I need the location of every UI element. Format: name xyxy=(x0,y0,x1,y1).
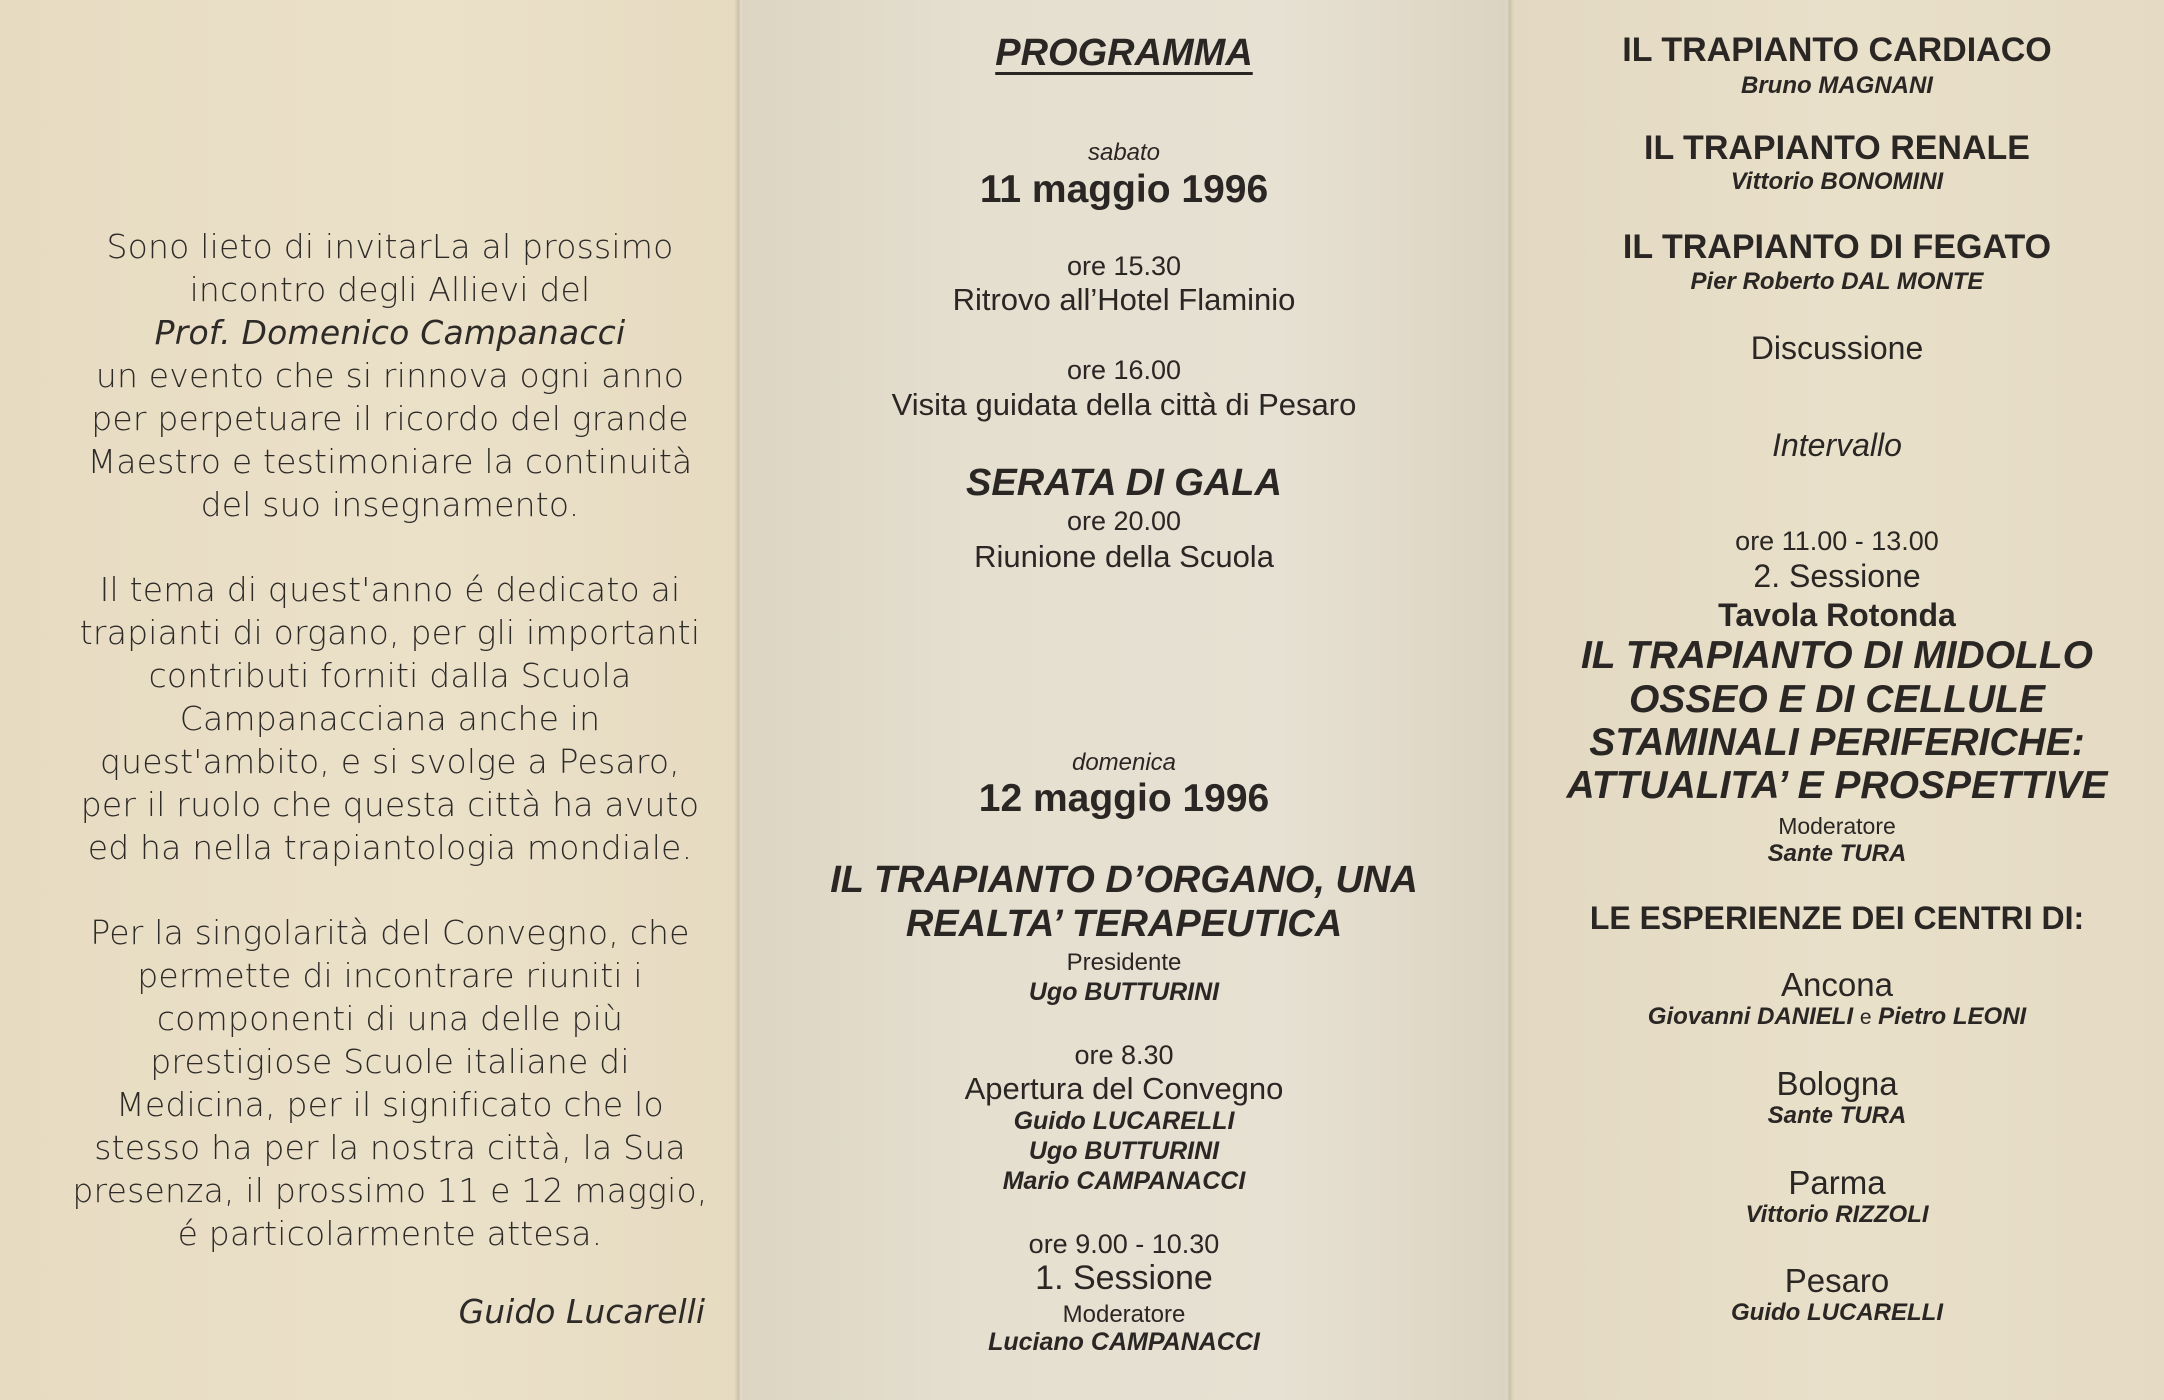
day1-time-3: ore 20.00 xyxy=(1066,506,1182,536)
session-1-moderator-label: Moderatore xyxy=(1062,1301,1186,1328)
session-1-moderator: Luciano CAMPANACCI xyxy=(988,1328,1260,1356)
day1-date: 11 maggio 1996 xyxy=(979,168,1269,211)
session-1-label: 1. Sessione xyxy=(1035,1259,1213,1297)
invitation-letter xyxy=(60,225,720,1297)
center-person: Sante TURA xyxy=(1767,1102,1907,1129)
letter-paragraph xyxy=(60,911,720,1255)
day2-time-1: ore 8.30 xyxy=(1074,1040,1174,1070)
letter-line: permette di incontrare riuniti i xyxy=(137,956,643,995)
letter-line: é particolarmente attesa. xyxy=(177,1214,603,1253)
day1-weekday: sabato xyxy=(1087,139,1161,166)
round-table-moderator-label: Moderatore xyxy=(1778,813,1896,839)
break-label: Intervallo xyxy=(1772,427,1902,463)
panel-sessions xyxy=(1510,0,2164,1400)
signature: Guido Lucarelli xyxy=(458,1292,705,1331)
center-city: Bologna xyxy=(1776,1065,1898,1102)
opening-speaker: Ugo BUTTURINI xyxy=(1028,1137,1220,1165)
day1-time-2: ore 16.00 xyxy=(1066,355,1182,385)
fold-crease xyxy=(734,0,742,1400)
gala-title: SERATA DI GALA xyxy=(966,462,1282,504)
letter-line: prestigiose Scuole italiane di xyxy=(150,1042,630,1081)
talk-speaker: Pier Roberto DAL MONTE xyxy=(1690,268,1984,295)
letter-line: per il ruolo che questa città ha avuto xyxy=(80,785,700,824)
president-name: Ugo BUTTURINI xyxy=(1028,978,1220,1006)
letter-line: un evento che si rinnova ogni anno xyxy=(95,356,685,395)
round-table-title-line: IL TRAPIANTO DI MIDOLLO xyxy=(1580,634,2094,677)
letter-line: del suo insegnamento. xyxy=(200,485,580,524)
letter-line: Sono lieto di invitarLa al prossimo xyxy=(106,227,674,266)
opening-speaker: Mario CAMPANACCI xyxy=(1002,1167,1246,1195)
talk-speaker: Vittorio BONOMINI xyxy=(1730,168,1944,195)
letter-paragraph xyxy=(60,225,720,526)
programme-heading: PROGRAMMA xyxy=(995,32,1253,74)
center-joiner: e xyxy=(1859,1006,1872,1029)
round-table-title-line: STAMINALI PERIFERICHE: xyxy=(1589,721,2085,764)
centers-heading: LE ESPERIENZE DEI CENTRI DI: xyxy=(1589,900,2085,936)
day2-time-2: ore 9.00 - 10.30 xyxy=(1028,1229,1220,1259)
day2-date: 12 maggio 1996 xyxy=(978,777,1270,820)
center-person: Giovanni DANIELI xyxy=(1647,1003,1854,1030)
fold-crease xyxy=(1506,0,1514,1400)
center-city: Parma xyxy=(1788,1164,1886,1201)
round-table-title-line: OSSEO E DI CELLULE xyxy=(1628,678,2046,721)
round-table-moderator: Sante TURA xyxy=(1767,840,1907,867)
congress-title-line-1: IL TRAPIANTO D’ORGANO, UNA xyxy=(830,859,1418,901)
letter-line: Per la singolarità del Convegno, che xyxy=(90,913,690,952)
center-person: Vittorio RIZZOLI xyxy=(1745,1201,1929,1228)
letter-line: Campanacciana anche in xyxy=(179,699,601,738)
round-table-label: Tavola Rotonda xyxy=(1718,597,1956,633)
letter-line: componenti di una delle più xyxy=(156,999,624,1038)
opening-label: Apertura del Convegno xyxy=(964,1071,1284,1106)
center-person: Guido LUCARELLI xyxy=(1731,1299,1943,1326)
letter-line: stesso ha per la nostra città, la Sua xyxy=(94,1128,686,1167)
letter-line: presenza, il prossimo 11 e 12 maggio, xyxy=(72,1171,708,1210)
center-city: Ancona xyxy=(1781,966,1893,1003)
congress-title-line-2: REALTA’ TERAPEUTICA xyxy=(905,903,1343,945)
letter-line: Il tema di quest'anno é dedicato ai xyxy=(99,570,681,609)
panel-invitation xyxy=(0,0,738,1400)
letter-line: Prof. Domenico Campanacci xyxy=(154,313,626,352)
talk-title: IL TRAPIANTO DI FEGATO xyxy=(1622,228,2052,266)
panel-programme xyxy=(738,0,1510,1400)
letter-line: ed ha nella trapiantologia mondiale. xyxy=(87,828,693,867)
letter-line: Maestro e testimoniare la continuità xyxy=(87,442,693,481)
session-2-time: ore 11.00 - 13.00 xyxy=(1735,526,1939,556)
letter-paragraph xyxy=(60,568,720,869)
letter-line: contributi forniti dalla Scuola xyxy=(148,656,632,695)
center-people xyxy=(1510,1003,2164,1031)
day1-activity-2: Visita guidata della città di Pesaro xyxy=(891,387,1357,422)
round-table-title-line: ATTUALITA’ E PROSPETTIVE xyxy=(1566,764,2108,807)
talk-speaker: Bruno MAGNANI xyxy=(1741,72,1933,99)
center-person: Pietro LEONI xyxy=(1878,1003,2027,1030)
day2-weekday: domenica xyxy=(1071,749,1177,776)
talk-title: IL TRAPIANTO CARDIACO xyxy=(1622,31,2052,69)
day1-activity-1: Ritrovo all’Hotel Flaminio xyxy=(952,282,1296,317)
letter-line: per perpetuare il ricordo del grande xyxy=(91,399,689,438)
talk-title: IL TRAPIANTO RENALE xyxy=(1644,129,2030,167)
letter-line: trapianti di organo, per gli importanti xyxy=(79,613,701,652)
letter-line: incontro degli Allievi del xyxy=(189,270,591,309)
day1-activity-3: Riunione della Scuola xyxy=(974,539,1274,574)
letter-line: Medicina, per il significato che lo xyxy=(116,1085,664,1124)
center-city: Pesaro xyxy=(1784,1262,1890,1299)
letter-line: quest'ambito, e si svolge a Pesaro, xyxy=(100,742,680,781)
session-2-label: 2. Sessione xyxy=(1753,558,1921,594)
president-label: Presidente xyxy=(1066,949,1182,976)
day1-time-1: ore 15.30 xyxy=(1066,251,1182,281)
opening-speaker: Guido LUCARELLI xyxy=(1013,1107,1235,1135)
discussion-label: Discussione xyxy=(1750,330,1924,366)
